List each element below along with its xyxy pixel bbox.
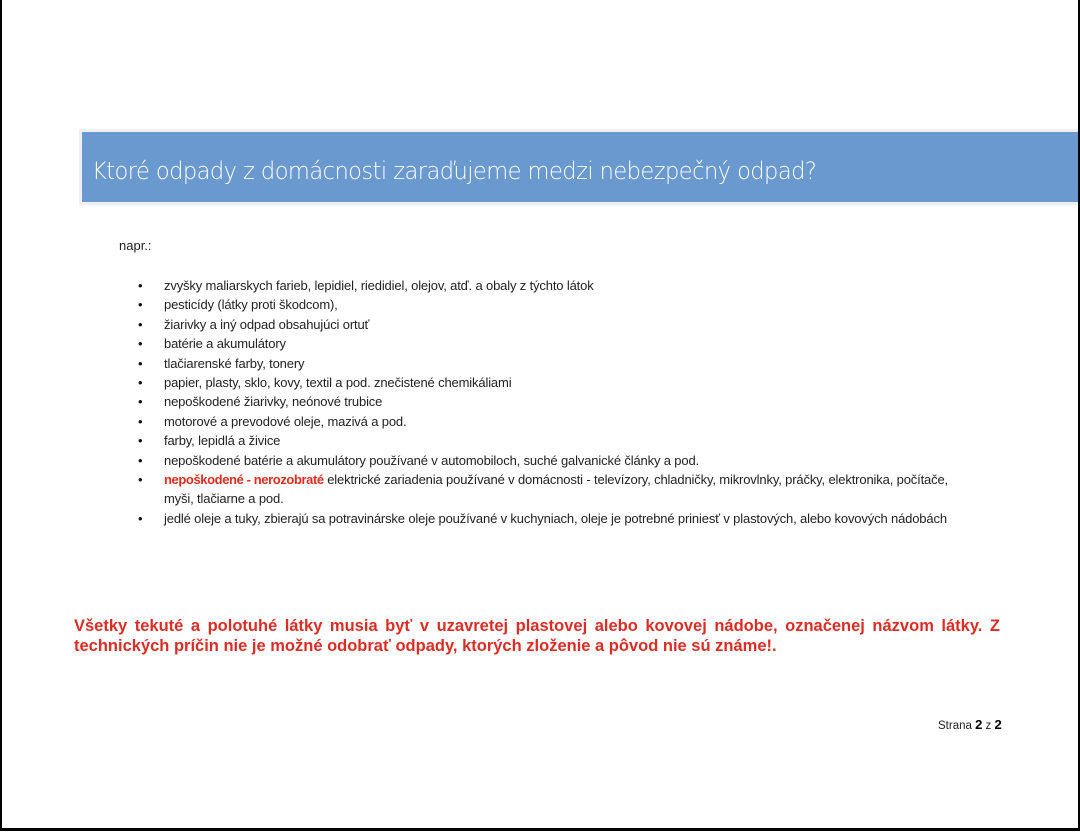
list-item [136, 392, 976, 411]
page-separator: z [985, 720, 992, 732]
list-item [136, 373, 976, 392]
list-item-text: zvyšky maliarskych farieb, lepidiel, riedidiel, olejov, atď. a obaly z týchto látok [164, 278, 594, 293]
list-item-text: motorové a prevodové oleje, mazivá a pod. [164, 413, 407, 429]
list-item [136, 276, 976, 295]
list-item [136, 509, 976, 528]
bullet-icon: • [138, 316, 143, 332]
list-item-text: nepoškodené batérie a akumulátory používané v automobiloch, suché galvanické články a pod. [164, 452, 700, 468]
list-item-highlight: nepoškodené - nerozobraté [164, 472, 324, 488]
bullet-icon: • [138, 297, 143, 313]
list-item-text: jedlé oleje a tuky, zbierajú sa potravinárske oleje používané v kuchyniach, oleje je potrebné priniesť v plastových, alebo kovových nádobách [164, 510, 947, 526]
warning-notice: Všetky tekuté a polotuhé látky musia byť v uzavretej plastovej alebo kovovej nádobe, označenej názvom látky. Z technických príčin nie je možné odobrať odpady, ktorých zloženie a pôvod nie sú známe!. [74, 617, 1000, 655]
page-number-footer [938, 717, 1002, 732]
bullet-icon: • [138, 394, 143, 410]
bullet-icon: • [138, 472, 143, 488]
bullet-icon: • [138, 433, 143, 449]
list-item [136, 412, 976, 431]
list-item [136, 451, 976, 470]
bullet-icon: • [138, 336, 143, 352]
bullet-icon: • [138, 355, 143, 371]
list-item-text: pesticídy (látky proti škodcom), [164, 297, 338, 313]
list-item-text: farby, lepidlá a živice [164, 433, 281, 449]
list-item-text: tlačiarenské farby, tonery [164, 355, 305, 371]
page-title: Ktoré odpady z domácnosti zaraďujeme medzi nebezpečný odpad? [92, 157, 817, 185]
bullet-icon: • [138, 413, 143, 429]
intro-label: napr.: [119, 238, 152, 253]
list-item-text: nepoškodené žiarivky, neónové trubice [164, 394, 383, 410]
list-item-text: žiarivky a iný odpad obsahujúci ortuť [164, 316, 370, 332]
list-item [136, 354, 976, 373]
list-item [136, 470, 976, 509]
list-item-text: elektrické zariadenia používané v domácnosti - televízory, chladničky, mikrovlnky, práčky, elektronika, počítače, myši, tlačiarne a pod. [164, 472, 949, 507]
current-page-number: 2 [975, 717, 983, 732]
bullet-icon: • [138, 375, 143, 391]
bullet-icon: • [138, 510, 143, 526]
list-item [136, 315, 976, 334]
bullet-icon: • [138, 278, 143, 293]
list-item-text: batérie a akumulátory [164, 336, 286, 352]
bullet-icon: • [138, 452, 143, 468]
title-banner [82, 132, 1078, 202]
list-item [136, 334, 976, 353]
list-item [136, 295, 976, 314]
list-item-text: papier, plasty, sklo, kovy, textil a pod. znečistené chemikáliami [164, 375, 512, 391]
hazardous-waste-list [136, 276, 976, 528]
list-item [136, 431, 976, 450]
total-pages-number: 2 [994, 717, 1002, 732]
page-label: Strana [938, 720, 972, 732]
